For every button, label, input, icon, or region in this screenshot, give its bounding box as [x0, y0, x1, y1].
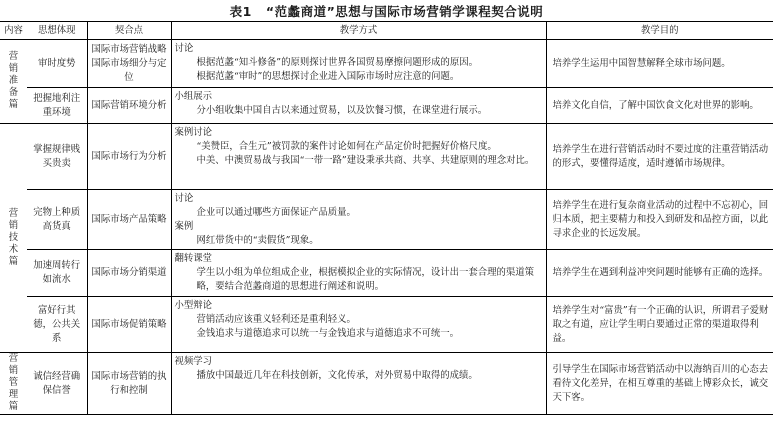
method-item: 分小组收集中国自古以来通过贸易，以及饮餐习惯，在课堂进行展示。 [196, 105, 488, 116]
thought-cell: 加速周转行如流水 [27, 250, 87, 297]
fit-cell: 国际市场营销的执行和控制 [87, 353, 171, 415]
section-cell [0, 40, 27, 124]
method-item: 播放中国最近几年在科技创新，文化传承，对外贸易中取得的成绩。 [196, 370, 478, 381]
method-item: 根据范蠡“审时”的思想探讨企业进入国际市场时应注意的问题。 [196, 71, 460, 82]
header-fit: 契合点 [87, 22, 171, 40]
header-content: 内容 [0, 22, 27, 40]
section-cell [0, 124, 27, 353]
method-heading: 小型辩论 [174, 300, 213, 311]
header-row [0, 22, 773, 40]
section-cell [0, 353, 27, 415]
method-cell [171, 297, 546, 353]
method-heading: 案例 [174, 221, 194, 232]
table-row [0, 88, 773, 124]
table-caption: “范蠡商道”思想与国际市场营销学课程契合说明 [265, 4, 544, 19]
section-label: 营销准备篇 [8, 51, 19, 110]
table-row [0, 124, 773, 190]
goal-cell: 引导学生在国际市场营销活动中以海纳百川的心态去看待文化差异，在相互尊重的基础上博彩众长，诚交天下客。 [546, 353, 773, 415]
method-item: 网红带货中的“卖假货”现象。 [196, 235, 319, 246]
method-cell [171, 250, 546, 297]
method-heading: 案例讨论 [174, 127, 213, 138]
thought-cell: 掌握规律贱买贵卖 [27, 124, 87, 190]
thought-cell: 富好行其德，公共关系 [27, 297, 87, 353]
method-item: 根据范蠡“知斗修备”的原则探讨世界各国贸易摩擦问题形成的原因。 [196, 57, 478, 68]
method-item: 学生以小组为单位组成企业，根据模拟企业的实际情况，设计出一套合理的渠道策略，要结合范蠡商道的思想进行阐述和说明。 [196, 267, 535, 292]
method-heading: 讨论 [174, 193, 194, 204]
method-heading: 讨论 [174, 43, 194, 54]
table-row [0, 40, 773, 88]
course-fit-table [0, 21, 773, 415]
header-method: 教学方式 [171, 22, 546, 40]
table-row [0, 353, 773, 415]
goal-cell: 培养文化自信，了解中国饮食文化对世界的影响。 [546, 88, 773, 124]
method-heading: 小组展示 [174, 91, 213, 102]
table-number: 表1 [229, 4, 252, 19]
method-item: 金钱追求与道德追求可以统一与金钱追求与道德追求不可统一。 [196, 328, 460, 339]
goal-cell: 培养学生对“富贵”有一个正确的认识，所谓君子爱财取之有道，应让学生明白要通过正常的渠道取得利益。 [546, 297, 773, 353]
method-cell [171, 124, 546, 190]
table-row [0, 190, 773, 250]
fit-cell: 国际市场促销策略 [87, 297, 171, 353]
fit-cell: 国际市场行为分析 [87, 124, 171, 190]
fit-cell: 国际市场分销渠道 [87, 250, 171, 297]
thought-cell: 审时度势 [27, 40, 87, 88]
header-goal: 教学目的 [546, 22, 773, 40]
method-item: 中美、中澳贸易战与我国“一带一路”建设秉承共商、共享、共建原则的理念对比。 [196, 155, 535, 166]
method-cell [171, 190, 546, 250]
method-heading: 翻转课堂 [174, 253, 213, 264]
goal-cell: 培养学生在进行复杂商业活动的过程中不忘初心，回归本质，把主要精力和投入到研发和品控方面，以此寻求企业的长远发展。 [546, 190, 773, 250]
fit-cell: 国际营销环境分析 [87, 88, 171, 124]
thought-cell: 完物上种质高货真 [27, 190, 87, 250]
method-cell [171, 88, 546, 124]
goal-cell: 培养学生在进行营销活动时不要过度的注重营销活动的形式，要懂得适度，适时遵循市场规律。 [546, 124, 773, 190]
table-row [0, 297, 773, 353]
goal-cell: 培养学生运用中国智慧解释全球市场问题。 [546, 40, 773, 88]
thought-cell: 诚信经营确保信誉 [27, 353, 87, 415]
section-label: 营销管理篇 [8, 353, 19, 412]
method-heading: 视频学习 [174, 356, 213, 367]
thought-cell: 把握地利注重环境 [27, 88, 87, 124]
header-thought: 思想体现 [27, 22, 87, 40]
method-item: “美赞臣，合生元”被罚款的案件讨论如何在产品定价时把握好价格尺度。 [196, 141, 497, 152]
goal-cell: 培养学生在遇到利益冲突问题时能够有正确的选择。 [546, 250, 773, 297]
method-cell [171, 40, 546, 88]
section-label: 营销技术篇 [8, 207, 19, 267]
fit-cell: 国际市场产品策略 [87, 190, 171, 250]
table-row [0, 250, 773, 297]
method-cell [171, 353, 546, 415]
fit-cell: 国际市场营销战略国际市场细分与定位 [87, 40, 171, 88]
table-title [0, 2, 773, 18]
method-item: 营销活动应该重义轻利还是重利轻义。 [196, 314, 356, 325]
method-item: 企业可以通过哪些方面保证产品质量。 [196, 207, 356, 218]
